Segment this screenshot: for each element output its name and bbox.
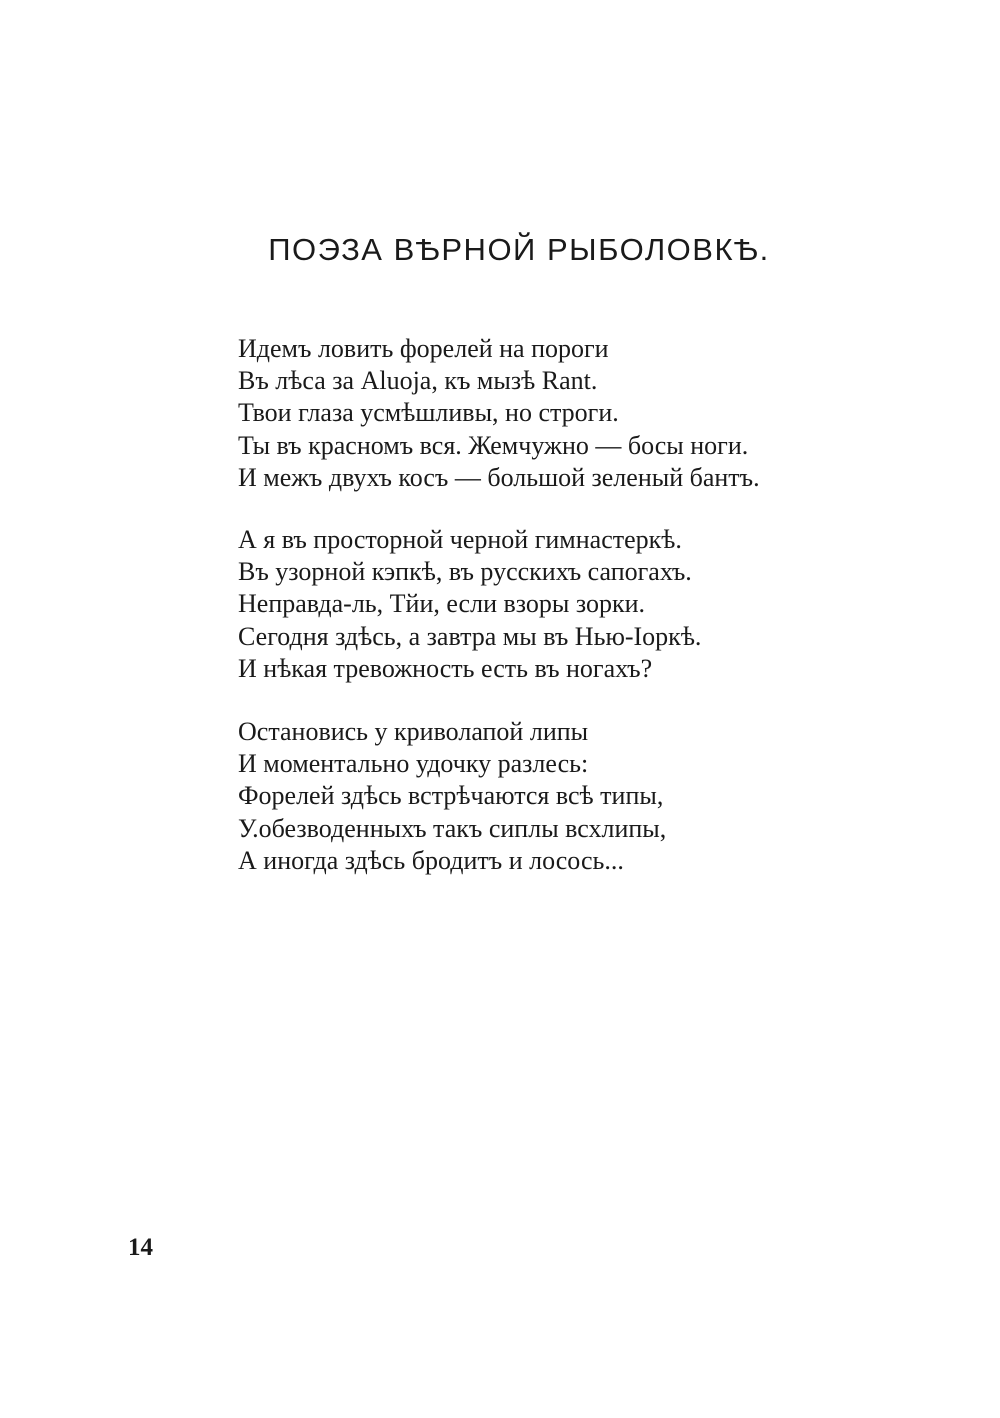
- stanza-2: [238, 524, 701, 685]
- poem-line: И моментально удочку разлесь:: [238, 749, 589, 779]
- poem-line: И межъ двухъ косъ — большой зеленый бантъ.: [238, 462, 760, 492]
- poem-line: Въ лѣса за Aluoja, къ мызѣ Rant.: [238, 366, 598, 396]
- poem-line: И нѣкая тревожность есть въ ногахъ?: [238, 653, 653, 683]
- poem-line: Твои глаза усмѣшливы, но строги.: [238, 398, 619, 428]
- poem-line: У.обезводенныхъ такъ сиплы всхлипы,: [238, 813, 667, 843]
- stanza-1: [238, 333, 760, 494]
- poem-line: Сегодня здѣсь, а завтра мы въ Нью-Іоркѣ.: [238, 621, 702, 651]
- poem-line: А я въ просторной черной гимнастеркѣ.: [238, 525, 682, 554]
- stanza-3: [238, 716, 666, 877]
- poem-line: Остановись у криволапой липы: [238, 717, 589, 746]
- poem-line: Ты въ красномъ вся. Жемчужно — босы ноги.: [238, 430, 749, 460]
- poem-line: Форелей здѣсь встрѣчаются всѣ типы,: [238, 781, 664, 811]
- poem-title: ПОЭЗА ВѢРНОЙ РЫБОЛОВКѢ.: [268, 232, 770, 267]
- poem-line: Неправда-ль, Тйи, если взоры зорки.: [238, 589, 646, 619]
- poem-line: Въ узорной кэпкѣ, въ русскихъ сапогахъ.: [238, 557, 692, 587]
- poem-line: А иногда здѣсь бродитъ и лосось...: [238, 845, 624, 875]
- poem-line: Идемъ ловить форелей на пороги: [238, 334, 609, 363]
- page-number: 14: [128, 1234, 153, 1261]
